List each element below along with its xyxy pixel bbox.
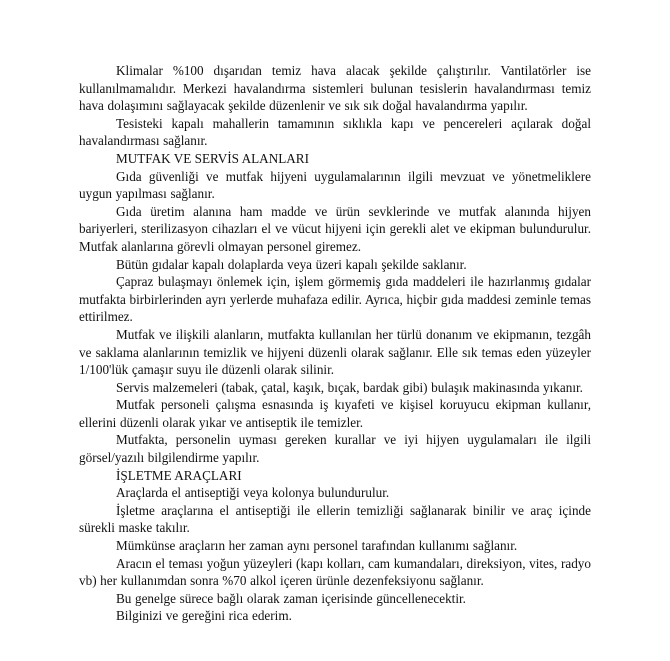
- paragraph-surface-cleaning: Mutfak ve ilişkili alanların, mutfakta kullanılan her türlü donanım ve ekipmanın, tezgâh ve saklama alanlarının temizlik ve hijyeni düzenli olarak sağlanır. Elle sık temas eden yüzeyler 1/100'lük çamaşır suyu ile düzenli olarak silinir.: [79, 326, 591, 378]
- paragraph-closing: Bilginizi ve gereğini rica ederim.: [116, 608, 292, 624]
- paragraph-dishwashing: Servis malzemeleri (tabak, çatal, kaşık, bıçak, bardak gibi) bulaşık makinasında yıkanır.: [116, 379, 583, 395]
- document-page: [79, 62, 591, 625]
- paragraph-climate: Klimalar %100 dışarıdan temiz hava alacak şekilde çalıştırılır. Vantilatörler ise kullanılmamalıdır. Merkezi havalandırma sistemleri bulunan tesislerin havalandırması temiz hava dolaşımını sağlayacak şekilde düzenlenir ve sık sık doğal havalandırma yapılır.: [79, 63, 591, 114]
- paragraph-vehicle-mask: İşletme araçlarına el antiseptiği ile ellerin temizliği sağlanarak binilir ve araç içinde sürekli maske takılır.: [79, 502, 591, 536]
- paragraph-circular-update: Bu genelge sürece bağlı olarak zaman içerisinde güncellenecektir.: [116, 590, 466, 606]
- paragraph-vehicle-disinfection: Aracın el teması yoğun yüzeyleri (kapı kolları, cam kumandaları, direksiyon, vites, radyo vb) her kullanımdan sonra %70 alkol içeren ürünle dezenfeksiyonu sağlanır.: [79, 555, 591, 589]
- paragraph-cross-contamination: Çapraz bulaşmayı önlemek için, işlem görmemiş gıda maddeleri ile hazırlanmış gıdalar mutfakta birbirlerinden ayrı yerlerde muhafaza edilir. Ayrıca, hiçbir gıda maddesi zeminle temas ettirilmez.: [79, 274, 591, 325]
- heading-vehicles: İŞLETME ARAÇLARI: [116, 467, 242, 483]
- paragraph-food-safety: Gıda güvenliği ve mutfak hijyeni uygulamalarının ilgili mevzuat ve yönetmeliklere uygun yapılması sağlanır.: [79, 168, 591, 202]
- paragraph-vehicle-antiseptic: Araçlarda el antiseptiği veya kolonya bulundurulur.: [116, 485, 390, 501]
- heading-kitchen-service: MUTFAK VE SERVİS ALANLARI: [116, 150, 309, 166]
- paragraph-hygiene-barriers: Gıda üretim alanına ham madde ve ürün sevklerinde ve mutfak alanında hijyen bariyerleri, sterilizasyon cihazları el ve vücut hijyeni için gerekli alet ve ekipman bulundurulur. Mutfak alanlarına görevli olmayan personel giremez.: [79, 203, 591, 254]
- paragraph-closed-storage: Bütün gıdalar kapalı dolaplarda veya üzeri kapalı şekilde saklanır.: [116, 256, 467, 272]
- paragraph-staff-information: Mutfakta, personelin uyması gereken kurallar ve iyi hijyen uygulamaları ile ilgili görsel/yazılı bilgilendirme yapılır.: [79, 432, 591, 466]
- paragraph-same-driver: Mümkünse araçların her zaman aynı personel tarafından kullanımı sağlanır.: [116, 538, 518, 554]
- paragraph-staff-ppe: Mutfak personeli çalışma esnasında iş kıyafeti ve kişisel koruyucu ekipman kullanır, ellerini düzenli olarak yıkar ve antiseptik ile temizler.: [79, 397, 591, 430]
- paragraph-ventilation: Tesisteki kapalı mahallerin tamamının sıklıkla kapı ve pencereleri açılarak doğal havalandırması sağlanır.: [79, 115, 591, 149]
